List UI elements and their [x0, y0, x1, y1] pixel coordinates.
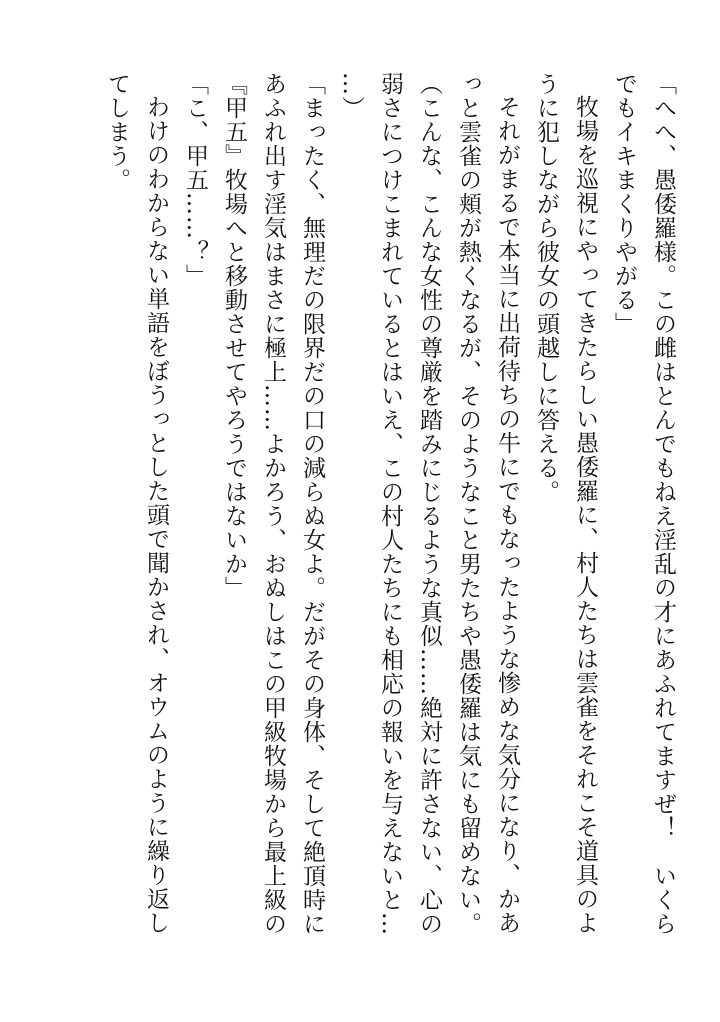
text-line: てしまう。 [104, 72, 130, 192]
text-line: 『甲五』牧場へと移動させてやろうではないか」 [221, 72, 247, 600]
text-line: 「へへ、愚倭羅様。この雌はとんでもねえ淫乱の才にあふれてますぜ！ いくら [650, 72, 676, 936]
text-line: 弱さにつけこまれているとはいえ、この村人たちにも相応の報いを与えないと… [377, 72, 403, 936]
text-line: っと雲雀の頬が熱くなるが、そのようなこと男たちや愚倭羅は気にも留めない。 [455, 72, 481, 936]
text-line: 牧場を巡視にやってきたらしい愚倭羅に、村人たちは雲雀をそれこそ道具のよ [572, 95, 598, 935]
text-line: （こんな、こんな女性の尊厳を踏みにじるような真似……絶対に許さない、心の [416, 72, 442, 936]
text-line: それがまるで本当に出荷待ちの牛にでもなったような惨めな気分になり、かあ [494, 95, 520, 935]
text-line: 「こ、甲五……？」 [182, 72, 208, 288]
text-line: わけのわからない単語をぼうっとした頭で聞かされ、オウムのように繰り返し [143, 95, 169, 935]
text-line: でもイキまくりやがる」 [611, 72, 637, 336]
text-line: 「まったく、無理だの限界だの口の減らぬ女よ。だがその身体、そして絶頂時に [299, 72, 325, 936]
text-line: うに犯しながら彼女の頭越しに答える。 [533, 72, 559, 504]
text-line: …） [338, 72, 364, 120]
text-line: あふれ出す淫気はまさに極上……よかろう、おぬしはこの甲級牧場から最上級の [260, 72, 286, 936]
vertical-text-body [97, 72, 682, 1002]
